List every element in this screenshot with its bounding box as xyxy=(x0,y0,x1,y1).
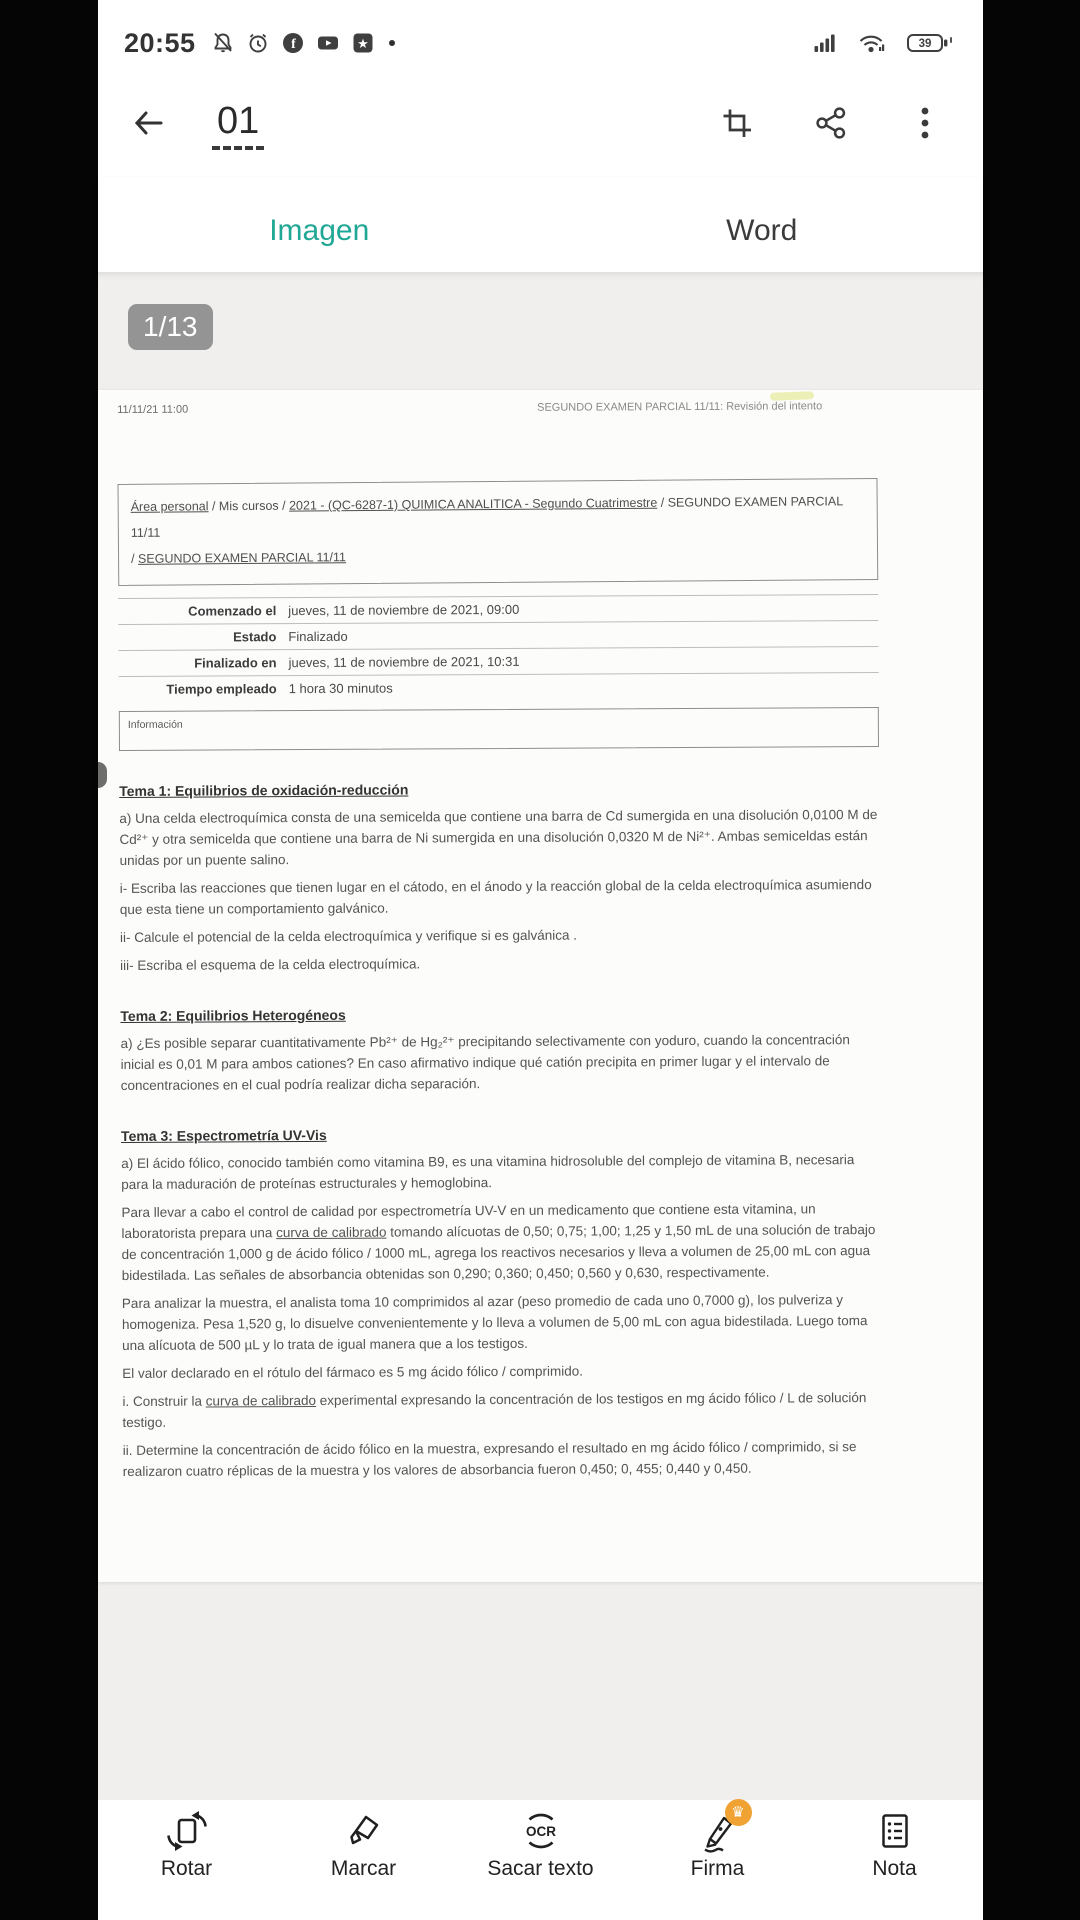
underlined-term: curva de calibrado xyxy=(205,1392,317,1409)
table-row xyxy=(119,672,879,702)
note-button[interactable] xyxy=(806,1808,983,1881)
list-item: iii- Escriba el esquema de la celda electroquímica. xyxy=(120,956,421,973)
section-heading: Tema 2: Equilibrios Heterogéneos xyxy=(120,1006,346,1024)
app-screen xyxy=(98,0,983,1920)
rotate-icon xyxy=(164,1808,210,1854)
ocr-button[interactable] xyxy=(452,1808,629,1881)
bottom-toolbar xyxy=(98,1799,983,1920)
section-heading: Tema 3: Espectrometría UV-Vis xyxy=(120,1126,327,1144)
summary-value: 1 hora 30 minutos xyxy=(288,680,393,697)
facebook-icon xyxy=(280,30,306,56)
overflow-menu-icon xyxy=(920,105,930,146)
breadcrumb xyxy=(117,478,878,586)
highlight-button[interactable] xyxy=(275,1808,452,1881)
summary-value: Finalizado xyxy=(288,628,348,645)
app-header xyxy=(98,74,983,177)
list-item xyxy=(122,1387,882,1433)
battery-percent: 39 xyxy=(918,37,932,50)
scanned-document-content xyxy=(117,396,883,1482)
ocr-glyph: OCR xyxy=(525,1824,556,1839)
table-row xyxy=(118,620,878,650)
signal-icon xyxy=(813,31,837,55)
rotate-button[interactable] xyxy=(98,1808,275,1881)
paragraph xyxy=(121,1198,881,1286)
tool-label: Sacar texto xyxy=(487,1857,594,1880)
share-button[interactable] xyxy=(809,104,853,148)
page-edge-mark xyxy=(98,762,107,788)
letterbox-left xyxy=(0,0,98,1920)
list-item: ii- Calcule el potencial de la celda electroquímica y verifique si es galvánica . xyxy=(119,927,578,945)
tab-bar xyxy=(98,177,983,284)
back-icon xyxy=(130,105,166,146)
breadcrumb-separator: / xyxy=(131,551,139,566)
breadcrumb-text: / SEGUNDO EXAMEN PARCIAL 11/11 xyxy=(130,494,843,540)
crop-button[interactable] xyxy=(715,104,759,148)
tool-label: Marcar xyxy=(330,1857,397,1880)
signature-button[interactable] xyxy=(629,1804,806,1881)
document-print-header xyxy=(117,396,877,421)
youtube-icon xyxy=(315,30,341,56)
paragraph-text: tomando alícuotas de 0,50; 0,75; 1,00; 1,25 y 1,50 mL de una solución de trabajo de concentración 1,000 g de ácido fólico / 1000 mL, agrega los reactivos necesarios y lleva a volumen de 25,00 mL con agua bidestilada. Las señales de absorbancia obtenidas son 0,290; 0,360; 0,450; 0,560 y 0,630, respectivamente. xyxy=(121,1222,876,1283)
signature-icon xyxy=(695,1804,745,1854)
battery-icon xyxy=(906,30,954,56)
alarm-icon xyxy=(245,30,271,56)
print-title: SEGUNDO EXAMEN PARCIAL 11/11: Revisión del intento xyxy=(537,400,823,414)
note-icon xyxy=(872,1808,918,1854)
tab-imagen[interactable]: Imagen xyxy=(269,213,370,247)
section-tema-2 xyxy=(120,1002,880,1096)
underlined-term: curva de calibrado xyxy=(276,1224,387,1241)
overflow-menu-button[interactable] xyxy=(903,104,947,148)
paragraph-text: experimental expresando la concentración de los testigos en mg ácido fólico / L de solución testigo. xyxy=(122,1390,867,1430)
paragraph-text: i. Construir la xyxy=(122,1393,206,1409)
clock-text: 20:55 xyxy=(124,27,196,58)
section-tema-3 xyxy=(121,1122,883,1482)
paragraph: Para analizar la muestra, el analista toma 10 comprimidos al azar (peso promedio de cada uno 0,7000 g), los pulveriza y homogeniza. Pesa 1,520 g, lo disuelve convenientemente y lo lleva a volumen de 5,00 mL con agua bidestilada. Luego toma una alícuota de 500 µL y lo trata de igual manera que a los testigos. xyxy=(121,1292,868,1353)
paragraph: a) ¿Es posible separar cuantitativamente Pb²⁺ de Hg₂²⁺ precipitando selectivamente con yoduro, cuando la concentración inicial es 0,01 M para ambos cationes? En caso afirmativo indique qué catión precipita en primer lugar y el intervalo de concentraciones en el cual podría realizar dicha separación. xyxy=(120,1032,850,1093)
scanned-page[interactable] xyxy=(98,390,983,1582)
table-row xyxy=(118,594,878,624)
tool-label: Firma xyxy=(690,1857,745,1880)
paragraph: El valor declarado en el rótulo del fármaco es 5 mg ácido fólico / comprimido. xyxy=(122,1363,584,1381)
summary-value: jueves, 11 de noviembre de 2021, 10:31 xyxy=(288,653,520,671)
facebook-glyph: f xyxy=(290,37,296,52)
section-heading: Tema 1: Equilibrios de oxidación-reducción xyxy=(119,781,409,799)
letterbox-right xyxy=(983,0,1080,1920)
breadcrumb-line-2 xyxy=(131,540,865,572)
attempt-summary-table xyxy=(118,594,879,702)
notification-dot-icon xyxy=(389,40,395,46)
premium-crown-badge: ♛ xyxy=(725,1799,752,1826)
section-tema-1 xyxy=(119,777,880,976)
breadcrumb-link: SEGUNDO EXAMEN PARCIAL 11/11 xyxy=(137,550,347,566)
tool-label: Nota xyxy=(872,1857,917,1880)
breadcrumb-line-1 xyxy=(131,488,865,546)
breadcrumb-link: Área personal xyxy=(130,499,209,514)
tool-label: Rotar xyxy=(160,1857,213,1880)
info-box: Información xyxy=(119,707,879,751)
print-datetime: 11/11/21 11:00 xyxy=(117,403,189,416)
crop-icon xyxy=(720,106,754,145)
document-title-field[interactable]: 01 xyxy=(212,102,264,150)
star-glyph: ★ xyxy=(356,36,369,51)
table-row xyxy=(118,646,878,676)
breadcrumb-separator: / Mis cursos / xyxy=(208,498,290,514)
summary-label: Comenzado el xyxy=(188,603,277,619)
share-icon xyxy=(813,105,849,146)
paragraph: a) El ácido fólico, conocido también como vitamina B9, es una vitamina hidrosoluble del complejo de vitamina B, necesaria para la maduración de proteínas estructurales y hemoglobina. xyxy=(121,1152,855,1192)
list-item: i- Escriba las reacciones que tienen lugar en el cátodo, en el ánodo y la reacción global de la celda electroquímica asumiendo que esta tiene un comportamiento galvánico. xyxy=(119,877,872,917)
back-button[interactable] xyxy=(128,106,168,146)
page-indicator-badge: 1/13 xyxy=(128,304,213,350)
highlighter-icon xyxy=(341,1808,387,1854)
notifications-muted-icon xyxy=(210,30,236,56)
summary-label: Tiempo empleado xyxy=(166,681,277,697)
ocr-icon xyxy=(518,1808,564,1854)
list-item: ii. Determine la concentración de ácido fólico en la muestra, expresando el resultado en mg ácido fólico / comprimido, si se realizaron cuatro réplicas de la muestra y los valores de absorbancia fueron 0,450; 0, 455; 0,440 y 0,450. xyxy=(122,1439,857,1479)
star-app-icon xyxy=(350,30,376,56)
summary-label: Finalizado en xyxy=(194,655,277,671)
summary-value: jueves, 11 de noviembre de 2021, 09:00 xyxy=(288,601,520,619)
tab-word[interactable]: Word xyxy=(726,213,798,247)
breadcrumb-link: 2021 - (QC-6287-1) QUIMICA ANALITICA - Segundo Cuatrimestre xyxy=(289,495,658,513)
paragraph: a) Una celda electroquímica consta de una semicelda que contiene una barra de Cd sumergida en una disolución 0,0100 M de Cd²⁺ y otra semicelda que contiene una barra de Ni sumergida en una disolución 0,0320 M de Ni²⁺. Ambas semiceldas están unidas por un puente salino. xyxy=(119,807,878,868)
status-bar xyxy=(98,0,983,74)
wifi-icon xyxy=(858,31,885,55)
document-viewer[interactable] xyxy=(98,272,983,1808)
paragraph-text: Para llevar a cabo el control de calidad por espectrometría UV-V en un medicamento que contiene esta vitamina, un laboratorista prepara una xyxy=(121,1201,816,1241)
summary-label: Estado xyxy=(233,629,277,645)
